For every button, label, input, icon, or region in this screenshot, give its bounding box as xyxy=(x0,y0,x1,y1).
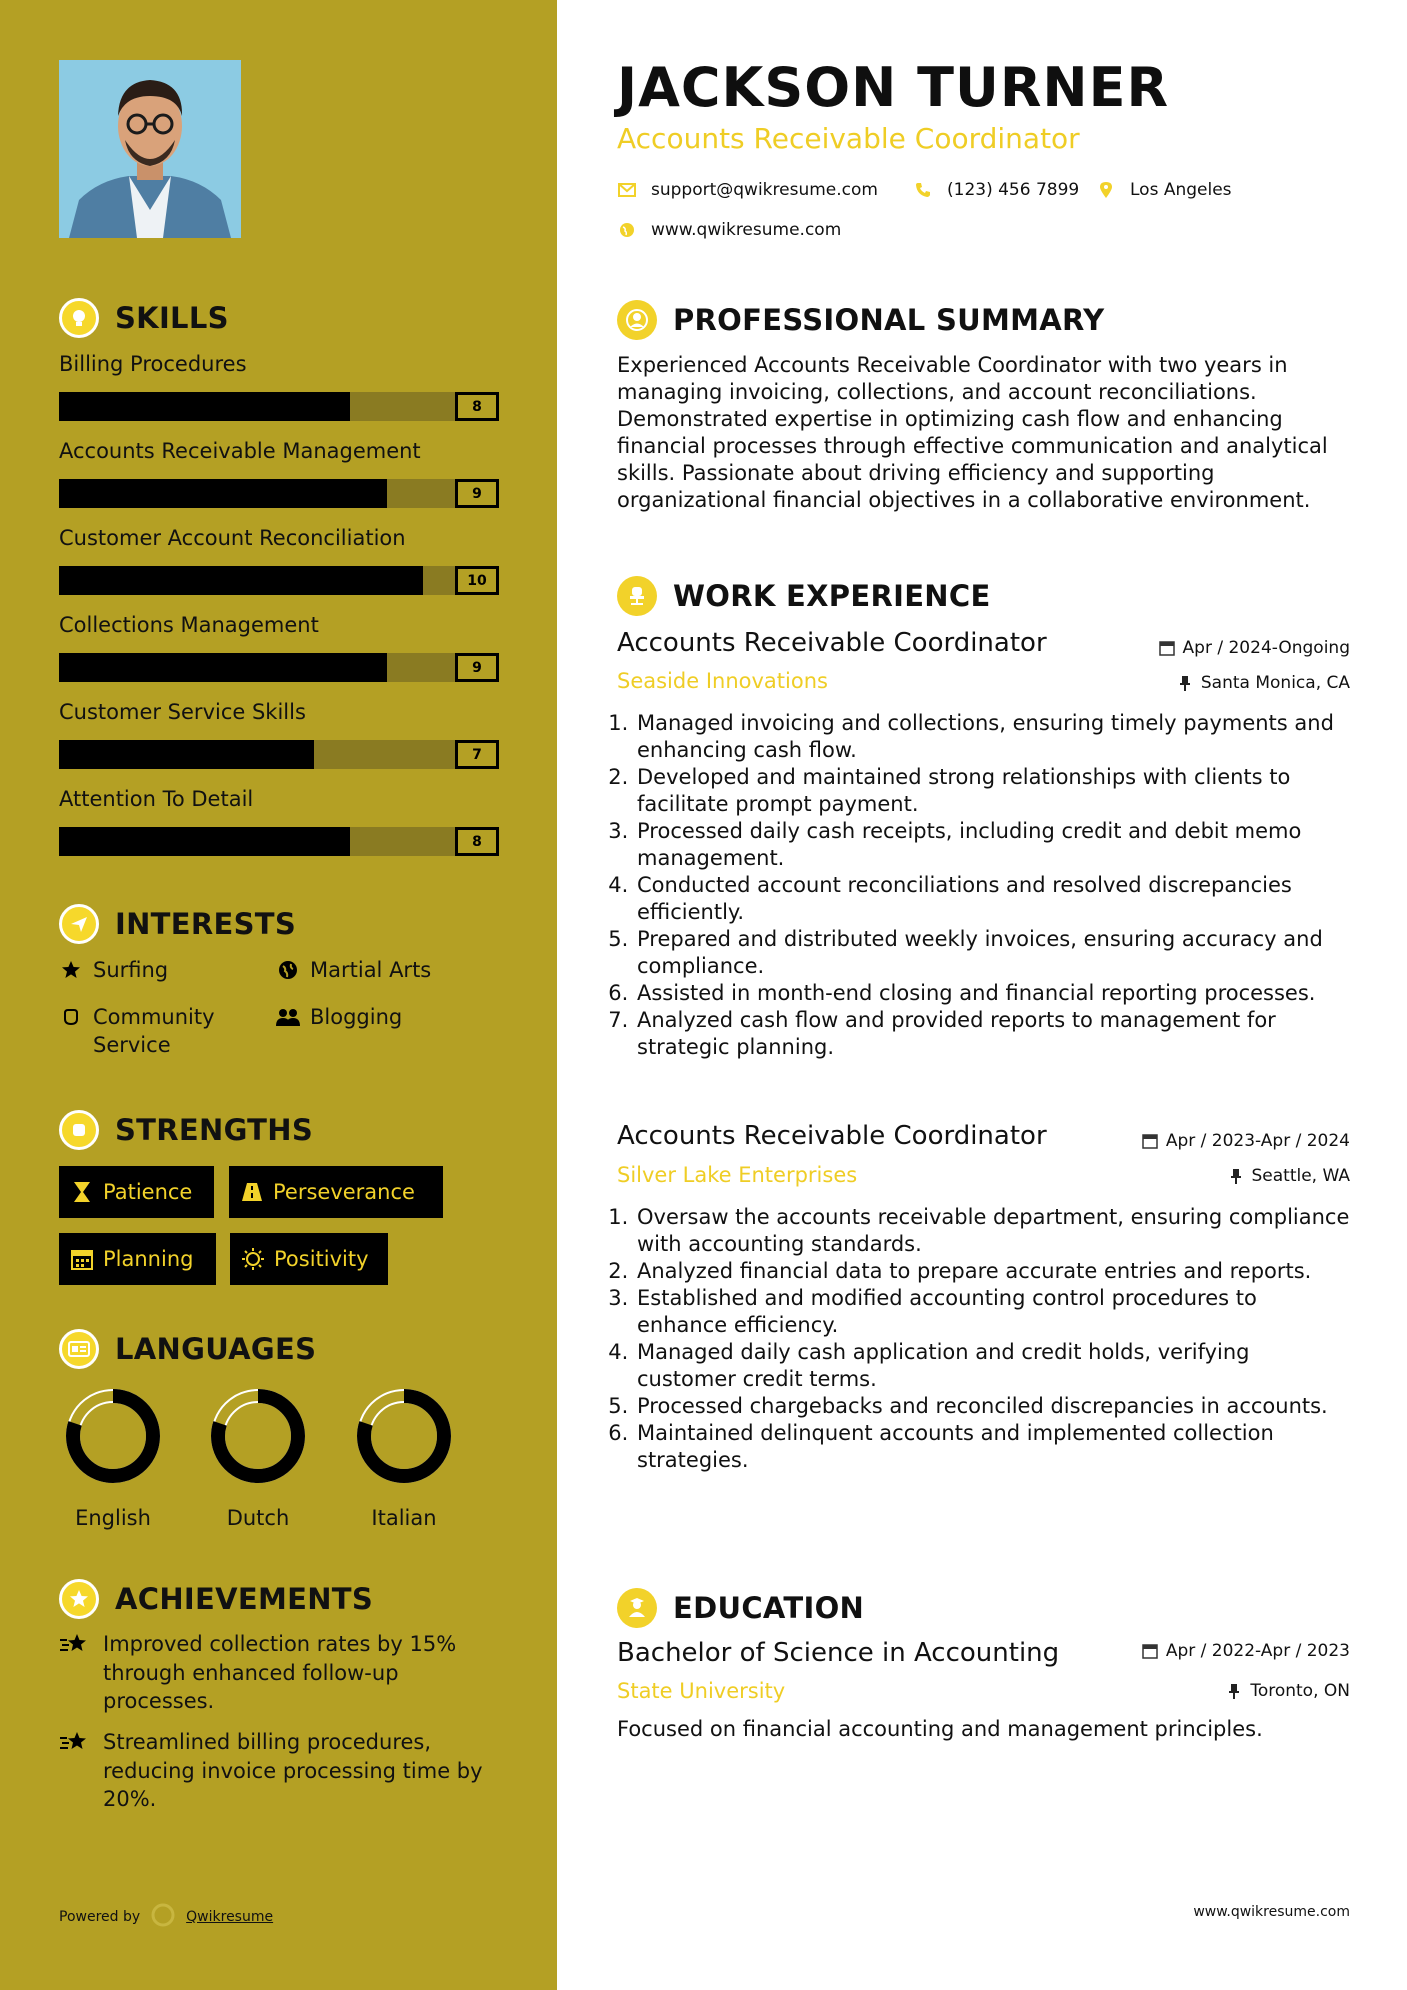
language-item xyxy=(48,1386,178,1530)
job-company: Seaside Innovations xyxy=(617,669,828,693)
job-duty: 3. Processed daily cash receipts, including credit and debit memo management. xyxy=(635,818,1350,872)
email-text[interactable]: support@qwikresume.com xyxy=(651,180,878,200)
powered-by-label: Powered by xyxy=(59,1909,141,1925)
skill-item xyxy=(59,697,499,769)
education-title: EDUCATION xyxy=(673,1591,865,1625)
summary-heading xyxy=(617,300,1104,340)
education-heading xyxy=(617,1588,864,1628)
office-chair-icon xyxy=(617,576,657,616)
skill-bar xyxy=(59,827,499,856)
strengths-title: STRENGTHS xyxy=(115,1113,314,1147)
job-company: Silver Lake Enterprises xyxy=(617,1163,858,1187)
candidate-role: Accounts Receivable Coordinator xyxy=(617,122,1080,155)
skill-bar xyxy=(59,740,499,769)
strength-label: Patience xyxy=(103,1180,193,1204)
summary-title: PROFESSIONAL SUMMARY xyxy=(673,303,1105,337)
user-icon xyxy=(617,300,657,340)
candidate-name: JACKSON TURNER xyxy=(617,56,1170,119)
shooting-star-icon xyxy=(59,1630,89,1716)
strength-chip xyxy=(59,1166,214,1218)
interest-label: Community Service xyxy=(93,1005,215,1057)
job-duty: 6. Maintained delinquent accounts and implemented collection strategies. xyxy=(635,1420,1350,1474)
job-duty: 3. Established and modified accounting control procedures to enhance efficiency. xyxy=(635,1285,1350,1339)
achievement-item xyxy=(59,1728,499,1814)
strength-label: Perseverance xyxy=(273,1180,415,1204)
skill-level-badge: 8 xyxy=(455,827,499,856)
skill-bar-fill xyxy=(59,479,387,508)
interest-label: Surfing xyxy=(93,958,169,982)
languages-heading xyxy=(59,1329,316,1369)
shooting-star-icon xyxy=(59,1728,89,1814)
achievements-title: ACHIEVEMENTS xyxy=(115,1582,374,1616)
globe-icon xyxy=(617,220,637,240)
language-name: Italian xyxy=(371,1506,437,1530)
id-card-icon xyxy=(59,1329,99,1369)
job-dates-text: Apr / 2024-Ongoing xyxy=(1182,638,1350,658)
job-duty: 2. Analyzed financial data to prepare accurate entries and reports. xyxy=(635,1258,1350,1285)
users-icon xyxy=(276,1003,300,1031)
strength-chip xyxy=(59,1233,216,1285)
graduate-icon xyxy=(617,1588,657,1628)
skill-name: Billing Procedures xyxy=(59,352,247,376)
phone-text: (123) 456 7899 xyxy=(947,180,1080,200)
achievement-text: Streamlined billing procedures, reducing invoice processing time by 20%. xyxy=(103,1730,483,1811)
pin-icon xyxy=(1226,1683,1242,1699)
skill-item xyxy=(59,436,499,508)
contact-email xyxy=(617,180,878,200)
interest-item xyxy=(276,956,431,984)
education-dates-text: Apr / 2022-Apr / 2023 xyxy=(1165,1641,1350,1661)
job-dates xyxy=(1159,638,1350,658)
experience-title: WORK EXPERIENCE xyxy=(673,579,991,613)
education-dates xyxy=(1142,1641,1350,1661)
language-name: Dutch xyxy=(226,1506,290,1530)
skills-heading xyxy=(59,298,229,338)
calendar-icon xyxy=(71,1248,93,1270)
paper-plane-icon xyxy=(59,904,99,944)
job-location-text: Santa Monica, CA xyxy=(1200,673,1350,693)
skill-level-badge: 10 xyxy=(455,566,499,595)
footer-website[interactable]: www.qwikresume.com xyxy=(1193,1904,1350,1920)
language-item xyxy=(193,1386,323,1530)
skill-level-badge: 8 xyxy=(455,392,499,421)
interests-heading xyxy=(59,904,296,944)
contact-phone xyxy=(913,180,1079,200)
skill-bar-fill xyxy=(59,653,387,682)
lightbulb-icon xyxy=(59,298,99,338)
skill-level-badge: 7 xyxy=(455,740,499,769)
fist-icon xyxy=(59,1110,99,1150)
skill-level-badge: 9 xyxy=(455,653,499,682)
calendar-icon xyxy=(1142,1133,1158,1149)
star-badge-icon xyxy=(59,1579,99,1619)
skill-name: Attention To Detail xyxy=(59,787,254,811)
pin-icon xyxy=(1228,1168,1244,1184)
contact-website xyxy=(617,220,841,240)
experience-heading xyxy=(617,576,991,616)
skill-bar xyxy=(59,392,499,421)
skill-name: Collections Management xyxy=(59,613,319,637)
education-location-text: Toronto, ON xyxy=(1250,1681,1350,1701)
hourglass-icon xyxy=(71,1181,93,1203)
strengths-heading xyxy=(59,1110,313,1150)
skill-bar-fill xyxy=(59,566,423,595)
job-duty: 2. Developed and maintained strong relationships with clients to facilitate prompt payment. xyxy=(635,764,1350,818)
interests-title: INTERESTS xyxy=(115,907,297,941)
job-duties-list xyxy=(617,1204,1350,1474)
road-icon xyxy=(241,1181,263,1203)
location-text: Los Angeles xyxy=(1130,180,1232,200)
map-pin-icon xyxy=(1096,180,1116,200)
powered-by xyxy=(59,1902,273,1932)
achievement-item xyxy=(59,1630,499,1716)
skill-bar-fill xyxy=(59,392,350,421)
language-name: English xyxy=(75,1506,151,1530)
education-description: Focused on financial accounting and management principles. xyxy=(617,1717,1263,1741)
skills-title: SKILLS xyxy=(115,301,229,335)
interest-item xyxy=(59,956,168,984)
job-duty: 6. Assisted in month-end closing and financial reporting processes. xyxy=(635,980,1350,1007)
education-school: State University xyxy=(617,1679,786,1703)
website-text[interactable]: www.qwikresume.com xyxy=(651,220,842,240)
skill-level-badge: 9 xyxy=(455,479,499,508)
languages-title: LANGUAGES xyxy=(115,1332,317,1366)
achievement-text: Improved collection rates by 15% through enhanced follow-up processes. xyxy=(103,1632,457,1713)
profile-photo xyxy=(59,60,241,238)
envelope-icon xyxy=(617,180,637,200)
skill-bar-fill xyxy=(59,827,350,856)
interest-item xyxy=(276,1003,402,1031)
skill-item xyxy=(59,523,499,595)
skill-bar-fill xyxy=(59,740,314,769)
job-dates xyxy=(1142,1131,1350,1151)
education-degree: Bachelor of Science in Accounting xyxy=(617,1638,1060,1668)
strength-label: Positivity xyxy=(274,1247,369,1271)
job-location xyxy=(1177,673,1350,693)
language-ring xyxy=(354,1386,454,1486)
job-title: Accounts Receivable Coordinator xyxy=(617,628,1047,658)
job-title: Accounts Receivable Coordinator xyxy=(617,1121,1047,1151)
phone-icon xyxy=(913,180,933,200)
achievements-heading xyxy=(59,1579,373,1619)
skill-name: Accounts Receivable Management xyxy=(59,439,421,463)
calendar-icon xyxy=(1142,1643,1158,1659)
interest-label: Blogging xyxy=(310,1005,403,1029)
pin-icon xyxy=(1177,675,1193,691)
skill-bar xyxy=(59,479,499,508)
job-duty: 5. Prepared and distributed weekly invoices, ensuring accuracy and compliance. xyxy=(635,926,1350,980)
interest-item xyxy=(59,1003,239,1059)
skill-item xyxy=(59,784,499,856)
strength-label: Planning xyxy=(103,1247,194,1271)
job-location xyxy=(1228,1166,1351,1186)
job-duty: 1. Oversaw the accounts receivable department, ensuring compliance with accounting standards. xyxy=(635,1204,1350,1258)
job-duty: 7. Analyzed cash flow and provided reports to management for strategic planning. xyxy=(635,1007,1350,1061)
powered-by-link[interactable]: Qwikresume xyxy=(186,1909,274,1925)
job-duties-list xyxy=(617,710,1350,1061)
hand-icon xyxy=(59,1003,83,1031)
globe-icon xyxy=(276,956,300,984)
strength-chip xyxy=(230,1233,388,1285)
job-dates-text: Apr / 2023-Apr / 2024 xyxy=(1165,1131,1350,1151)
star-icon xyxy=(59,956,83,984)
job-duty: 1. Managed invoicing and collections, ensuring timely payments and enhancing cash flow. xyxy=(635,710,1350,764)
calendar-icon xyxy=(1159,640,1175,656)
skill-name: Customer Account Reconciliation xyxy=(59,526,406,550)
skill-bar xyxy=(59,653,499,682)
strength-chip xyxy=(229,1166,443,1218)
language-ring xyxy=(208,1386,308,1486)
qwikresume-logo-icon xyxy=(150,1902,176,1932)
language-item xyxy=(339,1386,469,1530)
summary-text: Experienced Accounts Receivable Coordinator with two years in managing invoicing, collections, and account reconciliations. Demonstrated expertise in optimizing cash flow and enhancing financial processes through effective communication and analytical skills. Passionate about driving efficiency and supporting organizational financial objectives in a collaborative environment. xyxy=(617,353,1328,512)
job-location-text: Seattle, WA xyxy=(1251,1166,1350,1186)
job-duty: 5. Processed chargebacks and reconciled discrepancies in accounts. xyxy=(635,1393,1350,1420)
job-duty: 4. Managed daily cash application and credit holds, verifying customer credit terms. xyxy=(635,1339,1350,1393)
skill-bar xyxy=(59,566,499,595)
education-location xyxy=(1226,1681,1350,1701)
skill-item xyxy=(59,349,499,421)
sun-icon xyxy=(242,1248,264,1270)
job-duty: 4. Conducted account reconciliations and resolved discrepancies efficiently. xyxy=(635,872,1350,926)
language-ring xyxy=(63,1386,163,1486)
skill-item xyxy=(59,610,499,682)
skill-name: Customer Service Skills xyxy=(59,700,306,724)
contact-location xyxy=(1096,180,1232,200)
interest-label: Martial Arts xyxy=(310,958,432,982)
